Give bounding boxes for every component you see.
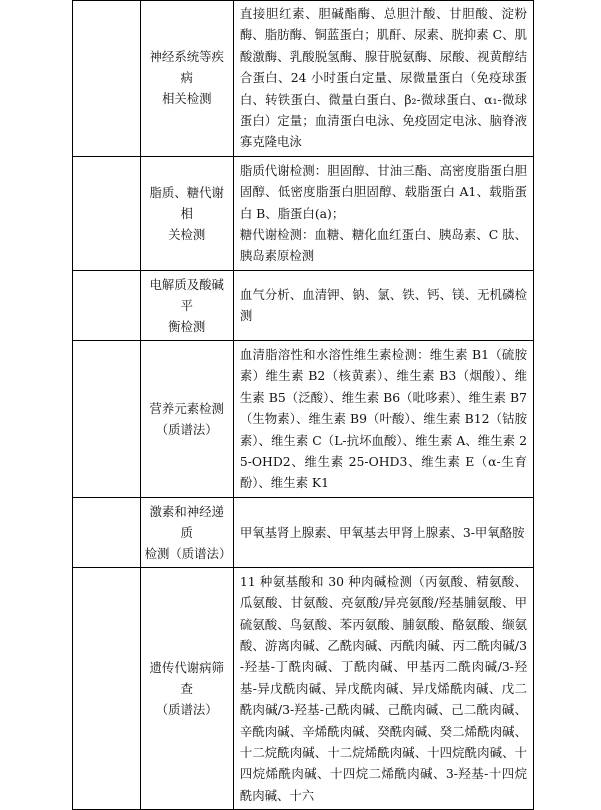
category-line: （质谱法）	[155, 421, 218, 437]
category-cell	[140, 1, 233, 157]
details-cell	[233, 1, 533, 157]
details-text: 直接胆红素、胆碱酯酶、总胆汁酸、甘胆酸、淀粉酶、脂肪酶、铜蓝蛋白；肌酐、尿素、胱抑素 C、肌酸激酶、乳酸脱氢酶、腺苷脱氨酶、尿酸、视黄醇结合蛋白、24 小时蛋白定量、尿微量蛋白（免疫球蛋白、转铁蛋白、微量白蛋白、β₂-微球蛋白、α₁-微球蛋白）定量；血清蛋白电泳、免疫固定电泳、脑脊液寡克隆电泳	[239, 6, 527, 150]
category-line: 脂质、糖代谢相	[149, 184, 224, 221]
details-text: 糖代谢检测：血糖、糖化血红蛋白、胰岛素、C 肽、胰岛素原检测	[239, 227, 527, 264]
details-cell	[233, 340, 533, 497]
category-line: （质谱法）	[155, 701, 218, 717]
category-line: 关检测	[168, 226, 206, 242]
details-cell	[233, 156, 533, 270]
details-cell	[233, 497, 533, 567]
category-line: 电解质及酸碱平	[149, 276, 224, 313]
table-row	[73, 497, 534, 567]
blank-cell	[73, 497, 141, 567]
details-cell	[233, 567, 533, 809]
category-line: 激素和神经递质	[149, 503, 224, 540]
category-cell	[140, 567, 233, 809]
blank-cell	[73, 270, 141, 340]
category-cell	[140, 340, 233, 497]
details-text: 11 种氨基酸和 30 种肉碱检测（丙氨酸、精氨酸、瓜氨酸、甘氨酸、亮氨酸/异亮氨酸/羟基脯氨酸、甲硫氨酸、鸟氨酸、苯丙氨酸、脯氨酸、酪氨酸、缬氨酸、游离肉碱、乙酰肉碱、丙酰肉碱、丙二酰肉碱/3-羟基-丁酰肉碱、丁酰肉碱、甲基丙二酰肉碱/3-羟基-异戊酰肉碱、异戊酰肉碱、异戊烯酰肉碱、戊二酰肉碱/3-羟基-己酰肉碱、己酰肉碱、己二酰肉碱、辛酰肉碱、辛烯酰肉碱、癸酰肉碱、癸二烯酰肉碱、十二烷酰肉碱、十二烷烯酰肉碱、十四烷酰肉碱、十四烷烯酰肉碱、十四烷二烯酰肉碱、3-羟基-十四烷酰肉碱、十六	[239, 573, 527, 803]
table-row	[73, 340, 534, 497]
details-cell	[233, 270, 533, 340]
category-cell	[140, 497, 233, 567]
category-line: 营养元素检测	[149, 400, 224, 416]
details-text: 血气分析、血清钾、钠、氯、铁、钙、镁、无机磷检测	[239, 286, 527, 324]
category-line: 神经系统等疾病	[149, 49, 224, 86]
category-line: 相关检测	[161, 91, 212, 107]
test-items-table	[72, 0, 534, 810]
details-text: 脂质代谢检测：胆固醇、甘油三酯、高密度脂蛋白胆固醇、低密度脂蛋白胆固醇、载脂蛋白 A1、载脂蛋白 B、脂蛋白(a)；	[239, 162, 527, 221]
category-line: 检测（质谱法）	[144, 545, 232, 561]
table-row	[73, 156, 534, 270]
blank-cell	[73, 567, 141, 809]
table-row	[73, 1, 534, 157]
category-line: 遗传代谢病筛查	[149, 659, 224, 696]
table-row	[73, 270, 534, 340]
category-cell	[140, 270, 233, 340]
blank-cell	[73, 156, 141, 270]
blank-cell	[73, 340, 141, 497]
details-text: 甲氧基肾上腺素、甲氧基去甲肾上腺素、3-甲氧酪胺	[239, 524, 525, 540]
category-line: 衡检测	[168, 318, 206, 334]
table-row	[73, 567, 534, 809]
category-cell	[140, 156, 233, 270]
details-text: 血清脂溶性和水溶性维生素检测：维生素 B1（硫胺素）维生素 B2（核黄素）、维生素 B3（烟酸）、维生素 B5（泛酸）、维生素 B6（吡哆素）、维生素 B7（生物素）、维生素 B9（叶酸）、维生素 B12（钴胺素）、维生素 C（L-抗坏血酸）、维生素 A、维生素 25-OHD2、维生素 25-OHD3、维生素 E（α-生育酚）、维生素 K1	[239, 346, 527, 491]
blank-cell	[73, 1, 141, 157]
